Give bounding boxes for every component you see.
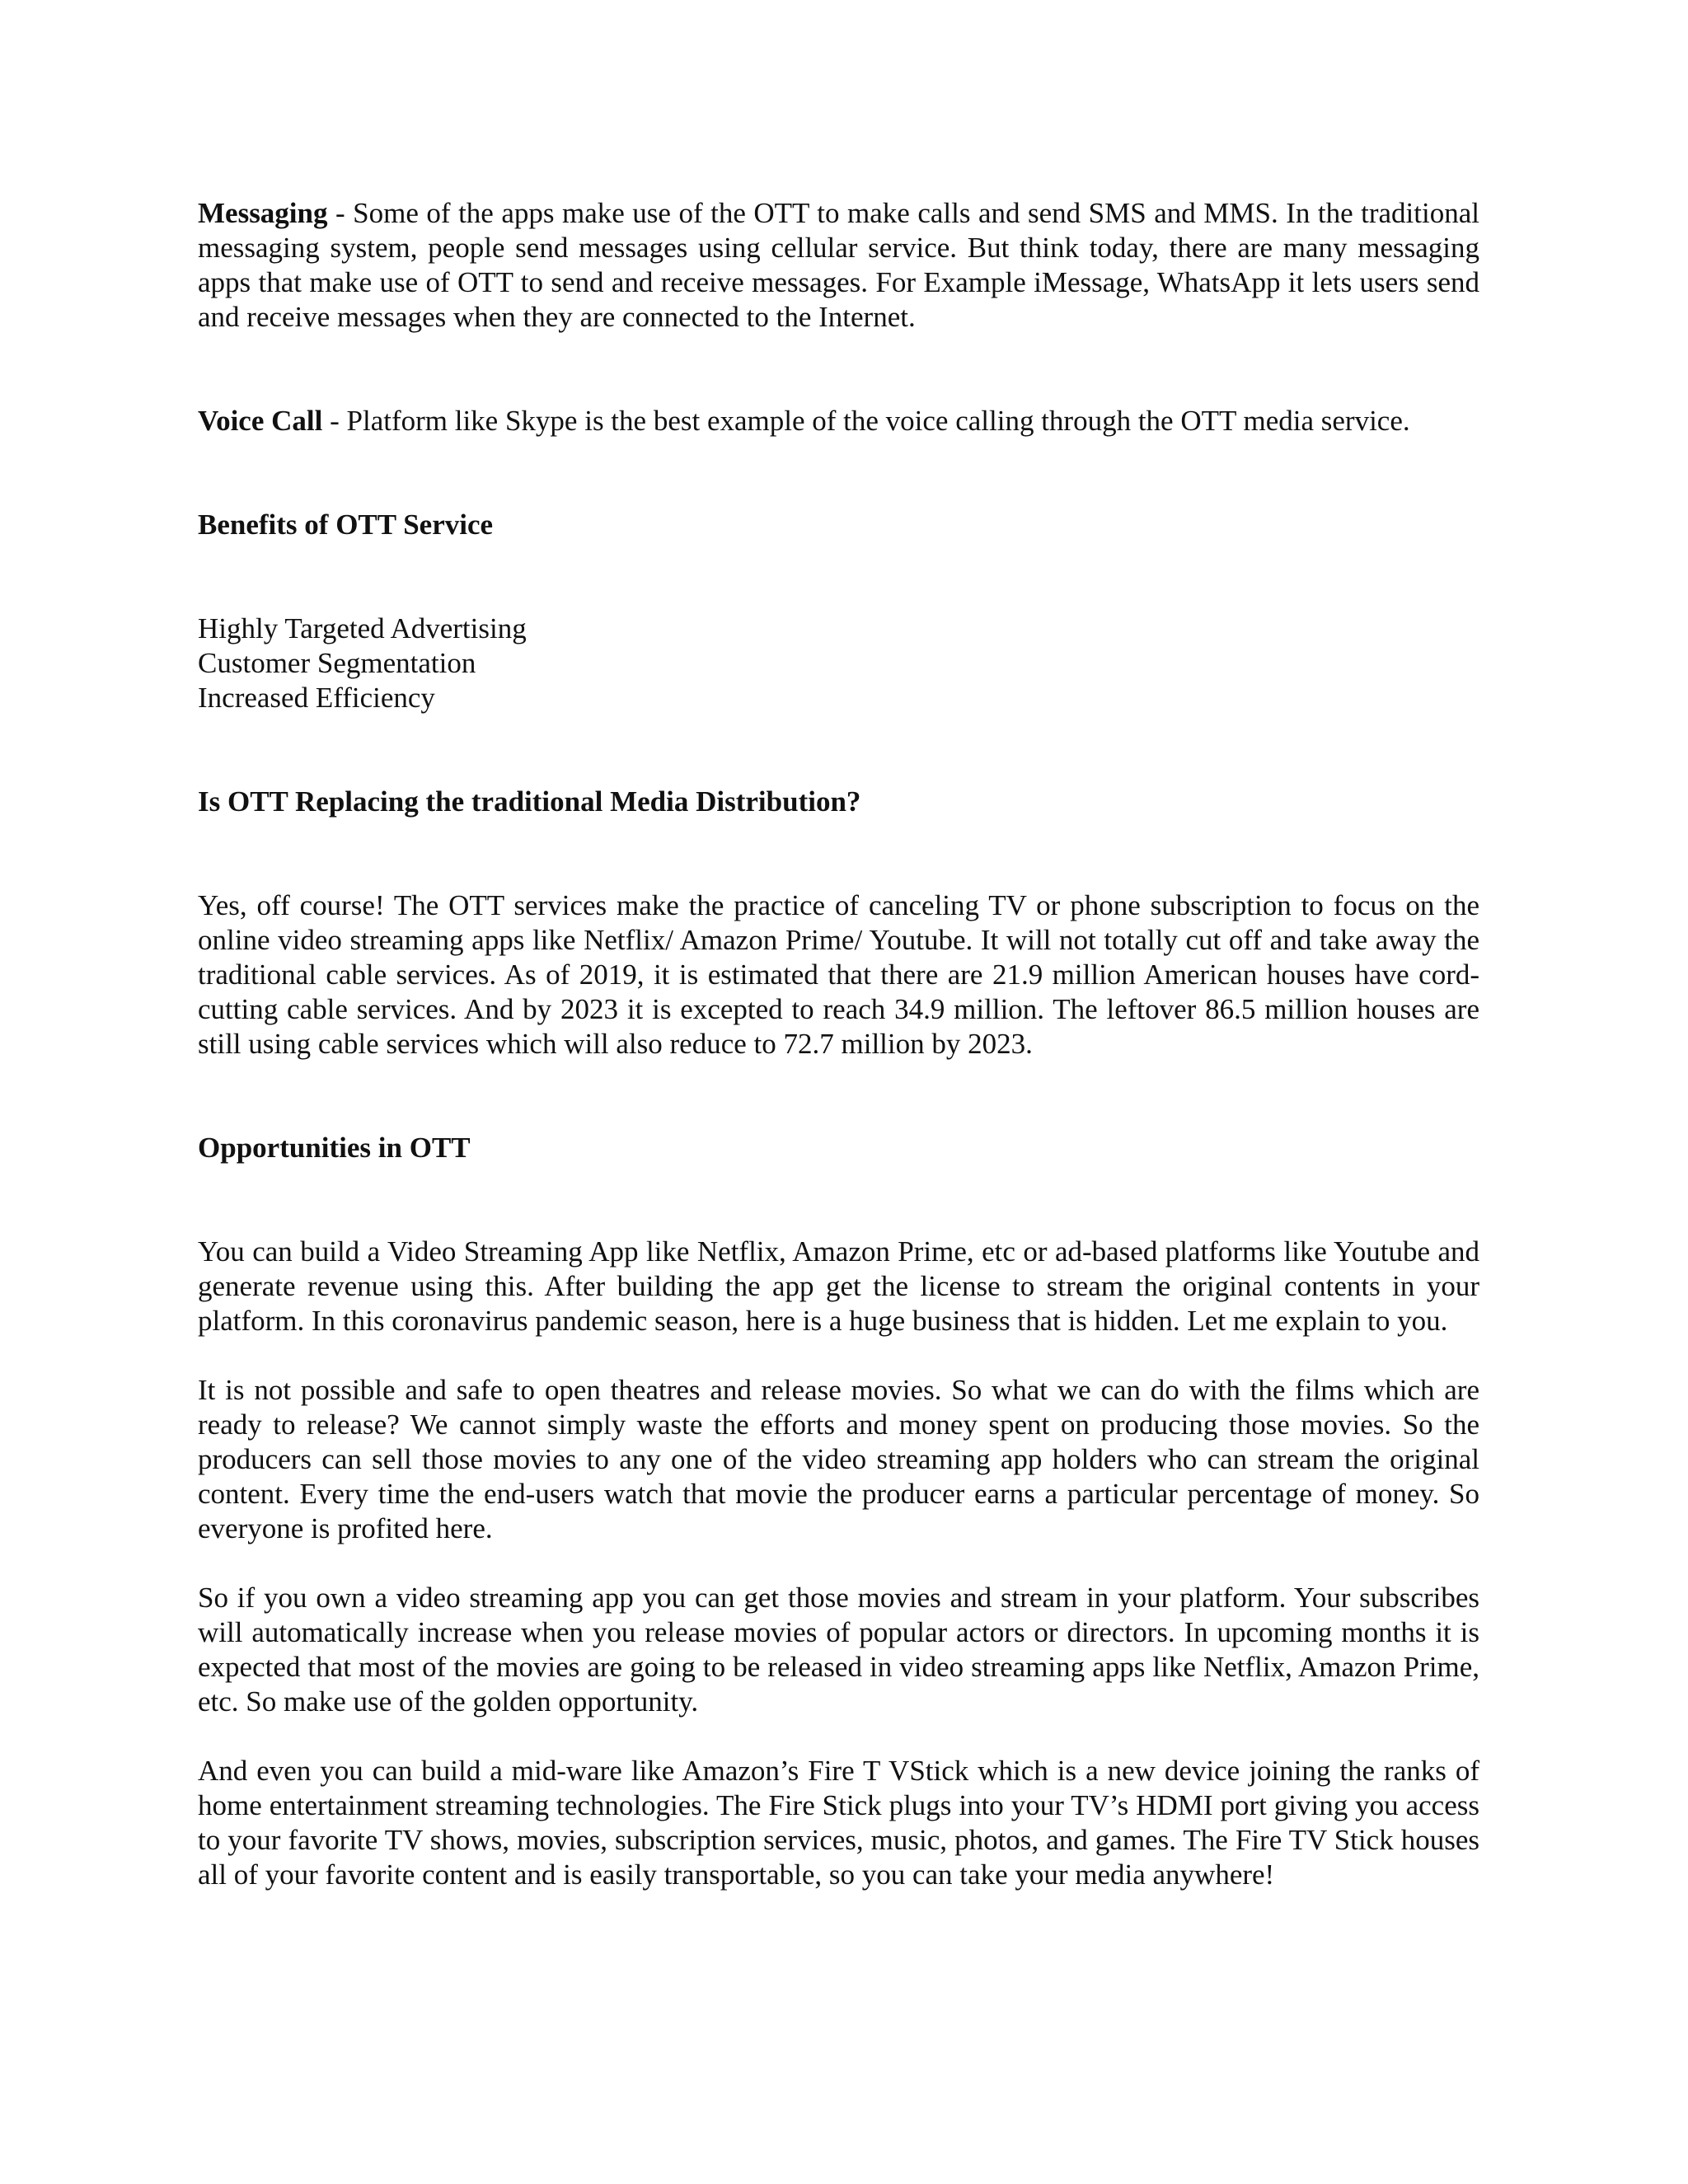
spacer <box>198 542 1479 612</box>
messaging-paragraph <box>198 196 1479 335</box>
list-item: Increased Efficiency <box>198 682 435 714</box>
replacing-paragraph: Yes, off course! The OTT services make the practice of canceling TV or phone subscription to focus on the online video streaming apps like Netflix/ Amazon Prime/ Youtube. It will not totally cut off and take away the traditional cable services. As of 2019, it is estimated that there are 21.9 million American houses have cord-cutting cable services. And by 2023 it is excepted to reach 34.9 million. The leftover 86.5 million houses are still using cable services which will also reduce to 72.7 million by 2023. <box>198 889 1479 1060</box>
opportunities-heading: Opportunities in OTT <box>198 1132 471 1164</box>
document-body <box>198 196 1479 1892</box>
benefits-list <box>198 612 1479 715</box>
spacer <box>198 1719 1479 1754</box>
spacer <box>198 335 1479 404</box>
messaging-separator: - <box>327 197 354 229</box>
voice-call-label: Voice Call <box>198 405 323 437</box>
messaging-label: Messaging <box>198 197 328 229</box>
list-item: Customer Segmentation <box>198 647 476 679</box>
voice-call-text: Platform like Skype is the best example of the voice calling through the OTT media service. <box>346 405 1410 437</box>
spacer <box>198 715 1479 785</box>
voice-call-paragraph <box>198 404 1479 438</box>
replacing-heading: Is OTT Replacing the traditional Media Distribution? <box>198 785 861 818</box>
spacer <box>198 438 1479 508</box>
opportunities-paragraph-1: You can build a Video Streaming App like Netflix, Amazon Prime, etc or ad-based platforms like Youtube and generate revenue using this. After building the app get the license to stream the original contents in your platform. In this coronavirus pandemic season, here is a huge business that is hidden. Let me explain to you. <box>198 1235 1479 1337</box>
spacer <box>198 1165 1479 1235</box>
spacer <box>198 1062 1479 1131</box>
opportunities-paragraph-2: It is not possible and safe to open theatres and release movies. So what we can do with the films which are ready to release? We cannot simply waste the efforts and money spent on producing those movies. So the producers can sell those movies to any one of the video streaming app holders who can stream the original content. Every time the end-users watch that movie the producer earns a particular percentage of money. So everyone is profited here. <box>198 1374 1479 1544</box>
spacer <box>198 819 1479 888</box>
benefits-heading: Benefits of OTT Service <box>198 509 494 541</box>
voice-call-separator: - <box>322 405 347 437</box>
spacer <box>198 1338 1479 1373</box>
list-item: Highly Targeted Advertising <box>198 612 527 644</box>
opportunities-paragraph-3: So if you own a video streaming app you can get those movies and stream in your platform. Your subscribes will automatically increase when you release movies of popular actors or directors. In upcoming months it is expected that most of the movies are going to be released in video streaming apps like Netflix, Amazon Prime, etc. So make use of the golden opportunity. <box>198 1582 1479 1718</box>
spacer <box>198 1546 1479 1581</box>
opportunities-paragraph-4: And even you can build a mid-ware like Amazon’s Fire T VStick which is a new device joining the ranks of home entertainment streaming technologies. The Fire Stick plugs into your TV’s HDMI port giving you access to your favorite TV shows, movies, subscription services, music, photos, and games. The Fire TV Stick houses all of your favorite content and is easily transportable, so you can take your media anywhere! <box>198 1755 1479 1891</box>
messaging-text: Some of the apps make use of the OTT to make calls and send SMS and MMS. In the traditional messaging system, people send messages using cellular service. But think today, there are many messaging apps that make use of OTT to send and receive messages. For Example iMessage, WhatsApp it lets users send and receive messages when they are connected to the Internet. <box>198 197 1479 333</box>
